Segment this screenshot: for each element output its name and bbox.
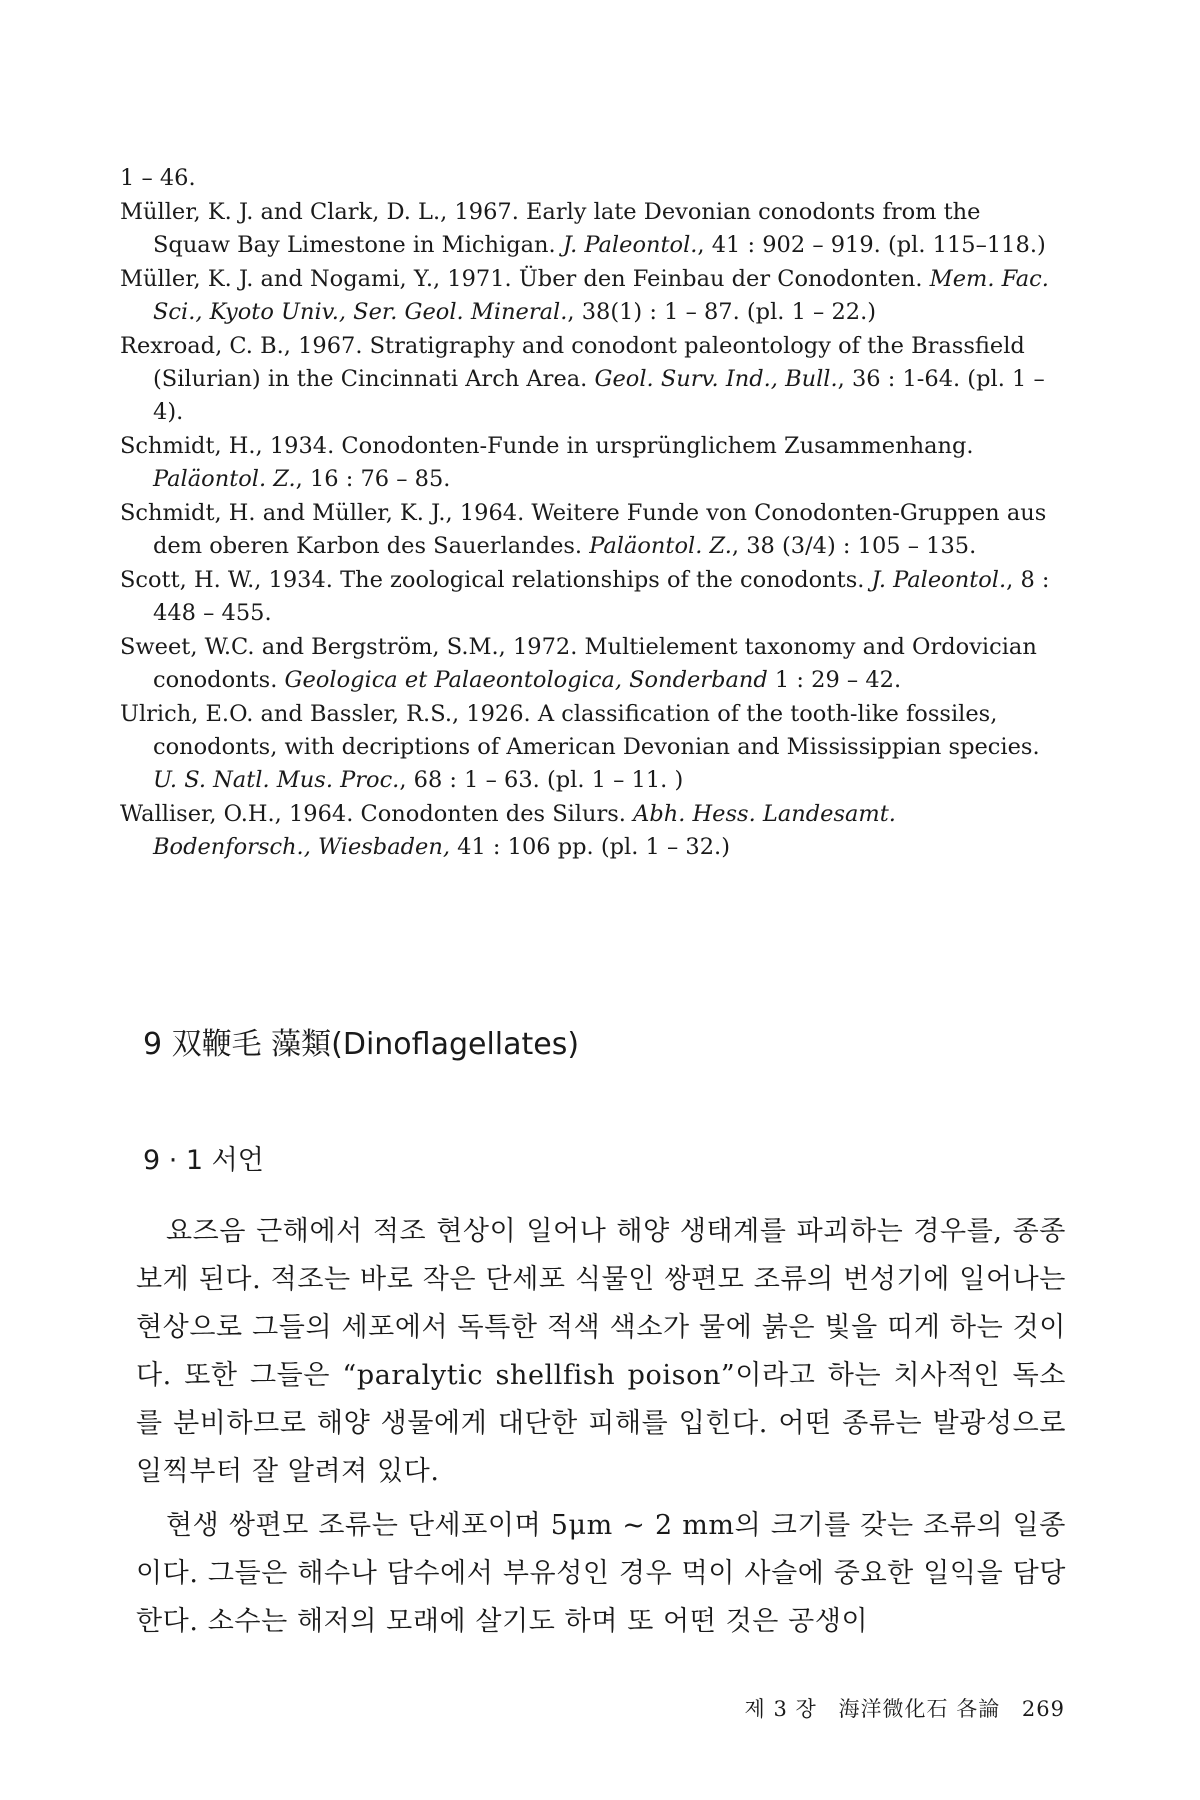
reference-entry bbox=[120, 330, 1060, 429]
reference-text: Ulrich, E.O. and Bassler, R.S., 1926. A classification of the tooth-like fossiles, conodonts, with decriptions of American Devonian and Mississippian species. bbox=[120, 701, 1040, 760]
reference-entry bbox=[120, 497, 1060, 563]
reference-text: 41 : 106 pp. (pl. 1 – 32.) bbox=[449, 834, 730, 860]
reference-journal: Paläontol. Z. bbox=[589, 533, 732, 559]
reference-journal: U. S. Natl. Mus. Proc. bbox=[153, 767, 400, 793]
reference-text: Müller, K. J. and Clark, D. L., 1967. Early late Devonian conodonts from the Squaw Bay Limestone in Michigan. bbox=[120, 199, 981, 258]
body-text bbox=[136, 1208, 1066, 1652]
reference-entry bbox=[120, 263, 1060, 329]
reference-entry bbox=[120, 430, 1060, 496]
reference-list bbox=[120, 162, 1060, 865]
reference-journal: Paläontol. Z. bbox=[153, 466, 296, 492]
reference-text: Rexroad, C. B., 1967. Stratigraphy and conodont paleontology of the Brassfield (Silurian) in the Cincinnati Arch Area. bbox=[120, 333, 1025, 392]
reference-journal: Mem. Fac. Sci., Kyoto Univ., Ser. Geol. Mineral. bbox=[153, 266, 1049, 325]
reference-entry bbox=[120, 196, 1060, 262]
reference-text: Müller, K. J. and Nogami, Y., 1971. Über den Feinbau der Conodonten. bbox=[120, 266, 930, 292]
reference-journal: Geologica et Palaeontologica, Sonderband bbox=[284, 667, 768, 693]
reference-journal: Geol. Surv. Ind., Bull. bbox=[594, 366, 838, 392]
paragraph: 요즈음 근해에서 적조 현상이 일어나 해양 생태계를 파괴하는 경우를, 종종 보게 된다. 적조는 바로 작은 단세포 식물인 쌍편모 조류의 번성기에 일어나는 현상으로 그들의 세포에서 독특한 적색 색소가 물에 붉은 빛을 띠게 하는 것이다. 또한 그들은 “paralytic shellfish poison”이라고 하는 치사적인 독소를 분비하므로 해양 생물에게 대단한 피해를 입힌다. 어떤 종류는 발광성으로 일찍부터 잘 알려져 있다. bbox=[136, 1216, 1066, 1487]
reference-text: Sweet, W.C. and Bergström, S.M., 1972. Multielement taxonomy and Ordovician conodonts. bbox=[120, 634, 1037, 693]
reference-journal: J. Paleontol. bbox=[562, 232, 698, 258]
reference-text: , 16 : 76 – 85. bbox=[295, 466, 451, 492]
page-number: 269 bbox=[1021, 1697, 1065, 1721]
reference-journal: Abh. Hess. Landesamt. Bodenforsch., Wiesbaden, bbox=[153, 801, 896, 860]
chapter-label: 제 3 장 bbox=[744, 1697, 817, 1721]
reference-text: Schmidt, H., 1934. Conodonten-Funde in ursprünglichem Zusammenhang. bbox=[120, 433, 974, 459]
reference-journal: J. Paleontol. bbox=[871, 567, 1007, 593]
subsection-title: 9 · 1 서언 bbox=[143, 1145, 264, 1176]
reference-text: , 36 : 1-64. (pl. 1 – 4). bbox=[153, 366, 1045, 425]
reference-entry bbox=[120, 798, 1060, 864]
section-title: 9 双鞭毛 藻類(Dinoflagellates) bbox=[143, 1027, 580, 1062]
reference-text: , 41 : 902 – 919. (pl. 115–118.) bbox=[697, 232, 1046, 258]
reference-entry bbox=[120, 698, 1060, 797]
reference-text: 1 – 46. bbox=[120, 165, 196, 191]
reference-text: , 38 (3/4) : 105 – 135. bbox=[731, 533, 977, 559]
reference-text: , 38(1) : 1 – 87. (pl. 1 – 22.) bbox=[567, 299, 877, 325]
paragraph: 현생 쌍편모 조류는 단세포이며 5μm ~ 2 mm의 크기를 갖는 조류의 일종이다. 그들은 해수나 담수에서 부유성인 경우 먹이 사슬에 중요한 일익을 담당한다. 소수는 해저의 모래에 살기도 하며 또 어떤 것은 공생이 bbox=[136, 1510, 1066, 1637]
reference-text: , 68 : 1 – 63. (pl. 1 – 11. ) bbox=[399, 767, 684, 793]
reference-continuation bbox=[120, 162, 1060, 195]
page-footer bbox=[731, 1694, 1065, 1724]
running-head: 海洋微化石 各論 bbox=[838, 1697, 1001, 1721]
reference-entry bbox=[120, 631, 1060, 697]
reference-text: Schmidt, H. and Müller, K. J., 1964. Weitere Funde von Conodonten-Gruppen aus dem oberen Karbon des Sauerlandes. bbox=[120, 500, 1047, 559]
reference-text: , 8 : 448 – 455. bbox=[153, 567, 1050, 626]
reference-text: Walliser, O.H., 1964. Conodonten des Silurs. bbox=[120, 801, 634, 827]
reference-entry bbox=[120, 564, 1060, 630]
reference-text: 1 : 29 – 42. bbox=[767, 667, 902, 693]
reference-text: Scott, H. W., 1934. The zoological relationships of the conodonts. bbox=[120, 567, 872, 593]
